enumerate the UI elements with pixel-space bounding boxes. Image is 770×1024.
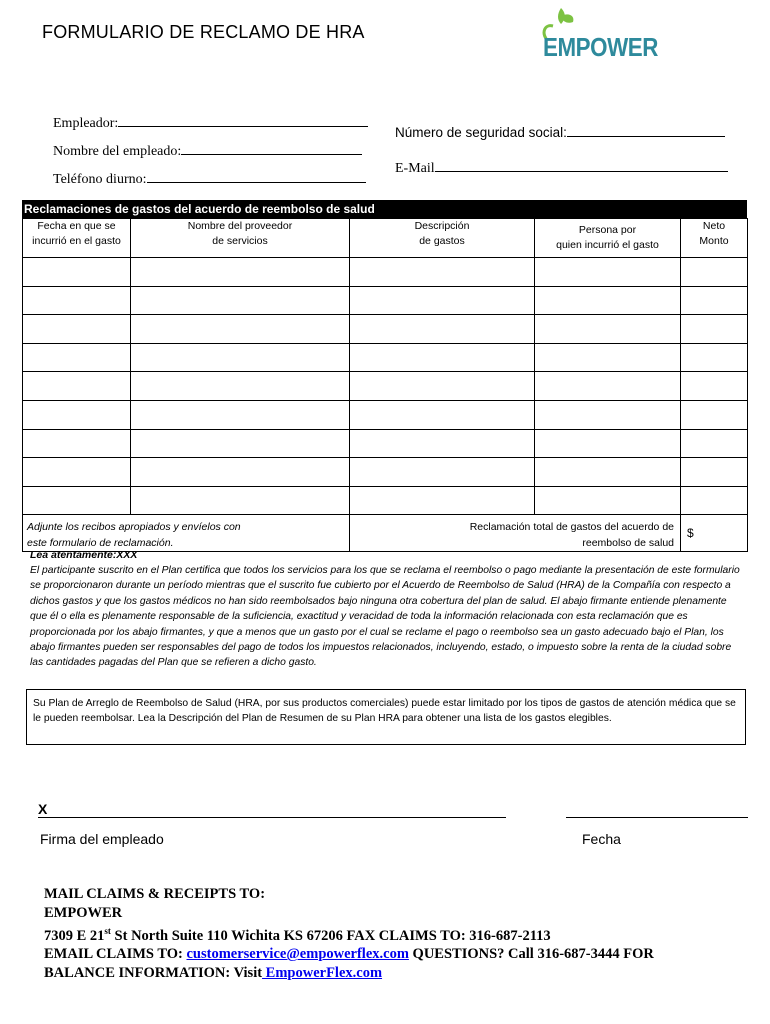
description-cell[interactable] (350, 258, 535, 287)
person-cell[interactable] (535, 343, 681, 372)
description-cell[interactable] (350, 486, 535, 515)
receipts-note: Adjunte los recibos apropiados y envíelos con este formulario de reclamación. (23, 515, 350, 552)
email-field[interactable] (395, 157, 728, 177)
employer-label: Empleador: (53, 116, 119, 131)
person-cell[interactable] (535, 458, 681, 487)
date-cell[interactable] (23, 400, 131, 429)
column-header-date: Fecha en que se incurrió en el gasto (23, 219, 131, 258)
date-cell[interactable] (23, 258, 131, 287)
logo-wordmark: EMPOWER (543, 32, 659, 62)
employee-name-label: Nombre del empleado: (53, 144, 182, 159)
total-amount-cell[interactable] (681, 515, 748, 552)
empower-logo (535, 6, 665, 70)
signature-x-mark: X (38, 801, 48, 817)
employee-signature-line[interactable] (38, 817, 506, 818)
date-cell[interactable] (23, 315, 131, 344)
person-cell[interactable] (535, 400, 681, 429)
provider-cell[interactable] (131, 343, 350, 372)
mailing-address: 7309 E 21st St North Suite 110 Wichita KS 67206 FAX CLAIMS TO: 316-687-2113 (44, 926, 551, 944)
description-cell[interactable] (350, 458, 535, 487)
notice-box: Su Plan de Arreglo de Reembolso de Salud (HRA, por sus productos comerciales) puede estar limitado por los tipos de gastos de atención médica que se le pueden reembolsar. Lea la Descripción del Plan de Resumen de su Plan HRA para obtener una lista de los gastos elegibles. (26, 689, 746, 745)
provider-cell[interactable] (131, 258, 350, 287)
column-header-person: Persona por quien incurrió el gasto (535, 219, 681, 258)
mailing-balance-line: BALANCE INFORMATION: Visit EmpowerFlex.com (44, 964, 383, 981)
person-cell[interactable] (535, 372, 681, 401)
employer-field[interactable] (53, 112, 368, 132)
mailing-info (44, 885, 654, 982)
employer-input-line[interactable] (118, 112, 368, 127)
date-cell[interactable] (23, 486, 131, 515)
provider-cell[interactable] (131, 315, 350, 344)
description-cell[interactable] (350, 343, 535, 372)
email-link[interactable]: customerservice@empowerflex.com (186, 946, 409, 963)
description-cell[interactable] (350, 400, 535, 429)
currency-symbol: $ (687, 526, 694, 541)
description-cell[interactable] (350, 315, 535, 344)
attention-body: El participante suscrito en el Plan certifica que todos los servicios para los que se reclama el reembolso o pago mediante la presentación de este formulario se proporcionaron durante un período mientras que el suscrito fue cubierto por el Acuerdo de Reembolso de Salud (HRA) de la Compañía con respecto a dichos gastos y que los gastos médicos no han sido reembolsados bajo ninguna otra cobertura del plan de salud. El abajo firmante entiende plenamente que él o ella es plenamente responsable de la suficiencia, exactitud y veracidad de toda la información relacionada con esta reclamación que es proporcionada por los abajo firmantes, y que a menos que un gasto por el cual se reclame el pago o reembolso sea un gasto adecuado bajo el Plan, los abajo firmantes pueden ser responsables del pago de todos los impuestos relacionados, incluyendo, estado, o impuesto sobre la renta de la ciudad sobre las cantidades pagadas del Plan que se refieren a dicho gasto. (30, 565, 740, 669)
person-cell[interactable] (535, 486, 681, 515)
employee-name-input-line[interactable] (181, 140, 362, 155)
employee-signature-label: Firma del empleado (40, 831, 164, 847)
website-link[interactable]: EmpowerFlex.com (262, 964, 383, 981)
table-footer-row (23, 515, 748, 552)
column-header-description: Descripción de gastos (350, 219, 535, 258)
provider-cell[interactable] (131, 400, 350, 429)
person-cell[interactable] (535, 315, 681, 344)
table-header-row (23, 219, 748, 258)
mailing-email-line: EMAIL CLAIMS TO: customerservice@empowerflex.com QUESTIONS? Call 316-687-3444 FOR (44, 946, 654, 963)
attention-heading: Lea atentamente:XXX (30, 549, 138, 561)
table-row (23, 343, 748, 372)
amount-cell[interactable] (681, 372, 748, 401)
amount-cell[interactable] (681, 315, 748, 344)
provider-cell[interactable] (131, 372, 350, 401)
form-title: FORMULARIO DE RECLAMO DE HRA (42, 22, 365, 42)
ssn-input-line[interactable] (567, 122, 725, 137)
day-phone-label: Teléfono diurno: (53, 172, 147, 187)
mailing-line-2: EMPOWER (44, 904, 123, 921)
amount-cell[interactable] (681, 429, 748, 458)
ssn-field[interactable] (395, 122, 725, 140)
table-row (23, 429, 748, 458)
column-header-provider: Nombre del proveedor de servicios (131, 219, 350, 258)
person-cell[interactable] (535, 429, 681, 458)
person-cell[interactable] (535, 286, 681, 315)
provider-cell[interactable] (131, 486, 350, 515)
table-row (23, 258, 748, 287)
column-header-amount: Neto Monto (681, 219, 748, 258)
date-label: Fecha (582, 831, 621, 847)
email-label: E-Mail (395, 161, 435, 176)
mailing-line-1: MAIL CLAIMS & RECEIPTS TO: (44, 886, 266, 902)
date-signature-line[interactable] (566, 817, 748, 818)
amount-cell[interactable] (681, 343, 748, 372)
provider-cell[interactable] (131, 458, 350, 487)
date-cell[interactable] (23, 429, 131, 458)
table-row (23, 400, 748, 429)
amount-cell[interactable] (681, 486, 748, 515)
day-phone-input-line[interactable] (147, 168, 366, 183)
table-row (23, 372, 748, 401)
amount-cell[interactable] (681, 258, 748, 287)
table-row (23, 458, 748, 487)
total-label-cell: Reclamación total de gastos del acuerdo de reembolso de salud (350, 515, 681, 552)
claims-table (22, 218, 748, 552)
table-row (23, 286, 748, 315)
date-cell[interactable] (23, 458, 131, 487)
day-phone-field[interactable] (53, 168, 366, 188)
person-cell[interactable] (535, 258, 681, 287)
date-cell[interactable] (23, 372, 131, 401)
ssn-label: Número de seguridad social: (395, 125, 567, 140)
description-cell[interactable] (350, 286, 535, 315)
amount-cell[interactable] (681, 400, 748, 429)
email-input-line[interactable] (435, 157, 728, 172)
table-row (23, 315, 748, 344)
section-header: Reclamaciones de gastos del acuerdo de reembolso de salud (22, 200, 747, 218)
amount-cell[interactable] (681, 458, 748, 487)
employee-name-field[interactable] (53, 140, 362, 160)
provider-cell[interactable] (131, 286, 350, 315)
table-row (23, 486, 748, 515)
amount-cell[interactable] (681, 286, 748, 315)
description-cell[interactable] (350, 372, 535, 401)
description-cell[interactable] (350, 429, 535, 458)
date-cell[interactable] (23, 286, 131, 315)
date-cell[interactable] (23, 343, 131, 372)
provider-cell[interactable] (131, 429, 350, 458)
